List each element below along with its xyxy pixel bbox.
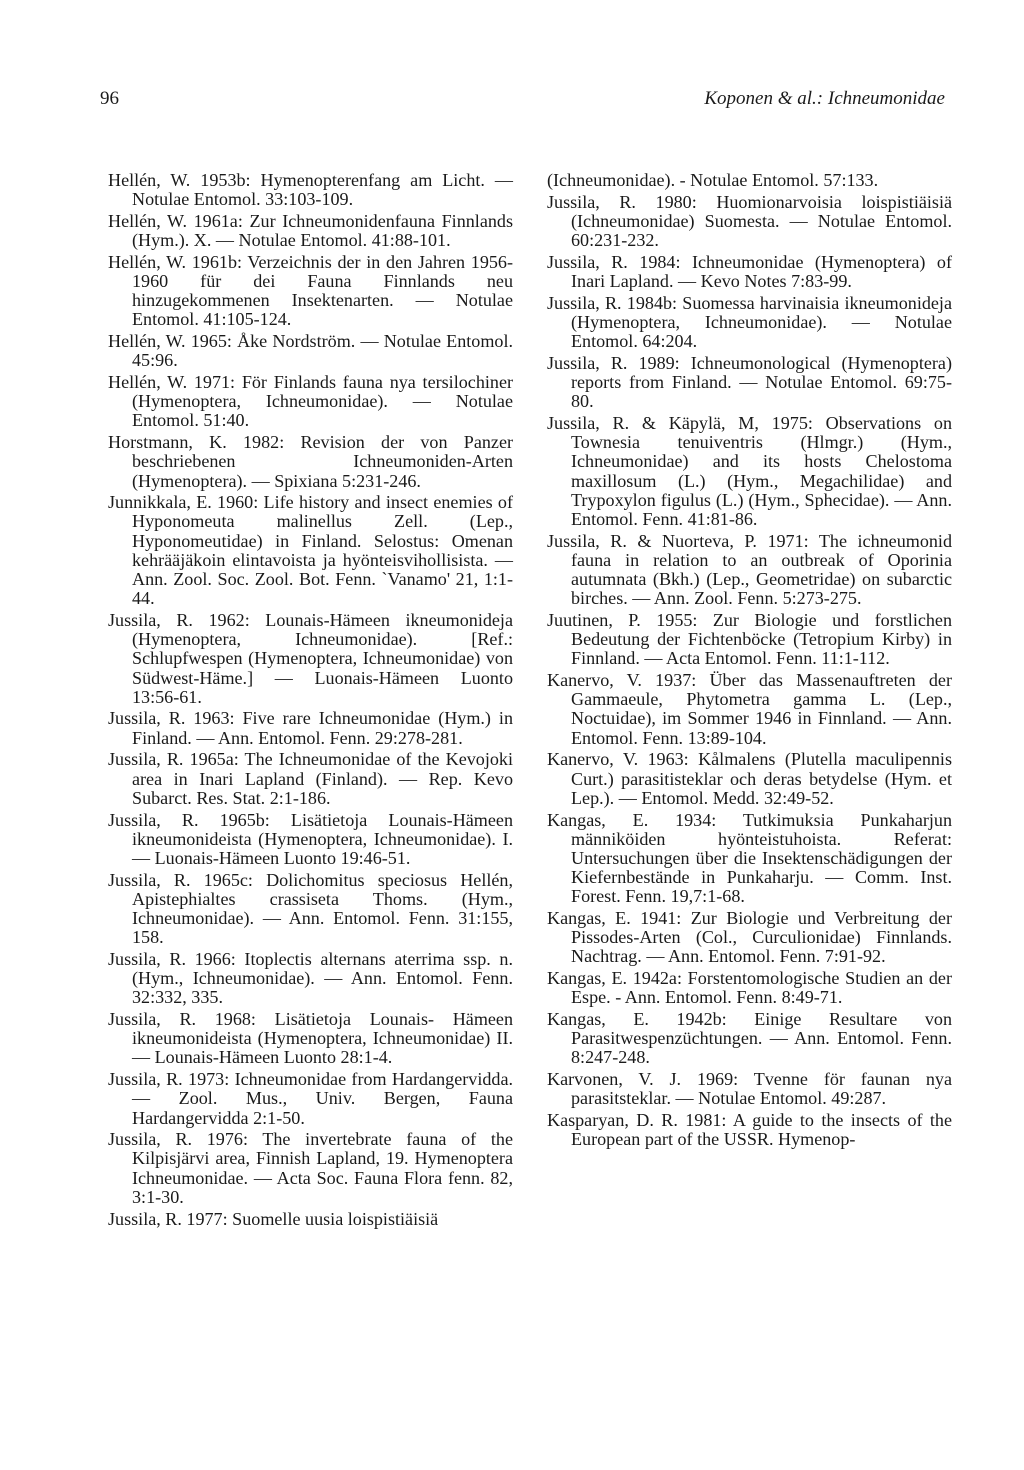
reference-entry: Jussila, R. & Käpylä, M, 1975: Observations on Townesia tenuiventris (Hlmgr.) (Hym., Ichneumonidae) and its hosts Chelostoma maxillosum (L.) (Hym., Megachilidae) and Trypoxylon figulus (L.) (Hym., Sphecidae). — Ann. Entomol. Fenn. 41:81-86.	[547, 412, 952, 529]
reference-entry: Jussila, R. 1962: Lounais-Hämeen ikneumonideja (Hymenoptera, Ichneumonidae). [Ref.: Schlupfwespen (Hymenoptera, Ichneumonidae) von Südwest-Häme.] — Luonais-Hämeen Luonto 13:56-61.	[108, 609, 513, 707]
reference-entry: Hellén, W. 1961a: Zur Ichneumonidenfauna Finnlands (Hym.). X. — Notulae Entomol. 41:88-101.	[108, 210, 513, 251]
reference-entry: Jussila, R. 1973: Ichneumonidae from Hardangervidda. — Zool. Mus., Univ. Bergen, Fauna Hardangervidda 2:1-50.	[108, 1069, 513, 1128]
reference-entry: Kangas, E. 1942b: Einige Resultare von Parasitwespenzüchtungen. — Ann. Entomol. Fenn. 8:247-248.	[547, 1009, 952, 1068]
reference-entry: Jussila, R. 1984b: Suomessa harvinaisia ikneumonideja (Hymenoptera, Ichneumonidae). — Notulae Entomol. 64:204.	[547, 292, 952, 352]
reference-entry: Kanervo, V. 1937: Über das Massenauftreten der Gammaeule, Phytometra gamma L. (Lep., Noctuidae), im Sommer 1946 in Finnland. — Ann. Entomol. Fenn. 13:89-104.	[547, 670, 952, 748]
reference-entry: Jussila, R. 1984: Ichneumonidae (Hymenoptera) of Inari Lapland. — Kevo Notes 7:83-99.	[547, 251, 952, 292]
references-left-column	[108, 171, 513, 1231]
reference-entry: (Ichneumonidae). - Notulae Entomol. 57:133.	[547, 170, 879, 190]
reference-entry: Jussila, R. 1965b: Lisätietoja Lounais-Hämeen ikneumonideista (Hymenoptera, Ichneumonidae). I. — Luonais-Hämeen Luonto 19:46-51.	[108, 809, 513, 868]
reference-entry: Horstmann, K. 1982: Revision der von Panzer beschriebenen Ichneumoniden-Arten (Hymenoptera). — Spixiana 5:231-246.	[108, 432, 513, 491]
reference-entry: Kanervo, V. 1963: Kålmalens (Plutella maculipennis Curt.) parasitisteklar och deras betydelse (Hym. et Lep.). — Entomol. Medd. 32:49-52.	[547, 749, 952, 808]
reference-entry: Junnikkala, E. 1960: Life history and insect enemies of Hyponomeuta malinellus Zell. (Lep., Hyponomeutidae) in Finland. Selostus: Omenan kehrääjäkoin elintavoista ja hyönteisvihollisista. — Ann. Zool. Soc. Zool. Bot. Fenn. `Vanamo' 21, 1:1-44.	[108, 492, 513, 609]
reference-entry: Jussila, R. 1963: Five rare Ichneumonidae (Hym.) in Finland. — Ann. Entomol. Fenn. 29:278-281.	[108, 708, 513, 748]
reference-entry: Juutinen, P. 1955: Zur Biologie und forstlichen Bedeutung der Fichtenböcke (Tetropium Kirby) in Finnland. — Acta Entomol. Fenn. 11:1-112.	[547, 609, 952, 669]
reference-entry: Jussila, R. 1968: Lisätietoja Lounais- Hämeen ikneumonideista (Hymenoptera, Ichneumonidae) II. — Lounais-Hämeen Luonto 28:1-4.	[108, 1009, 513, 1068]
reference-entry: Hellén, W. 1961b: Verzeichnis der in den Jahren 1956-1960 für dei Fauna Finnlands neu hinzugekommenen Insektenarten. — Notulae Entomol. 41:105-124.	[108, 251, 513, 330]
reference-entry: Kangas, E. 1934: Tutkimuksia Punkaharjun männiköiden hyönteistuhoista. Referat: Untersuchungen über die Insektenschädigungen der Kiefernbestände in Punkaharju. — Comm. Inst. Forest. Fenn. 19,7:1-68.	[547, 809, 952, 907]
reference-entry: Kasparyan, D. R. 1981: A guide to the insects of the European part of the USSR. Hymenop-	[547, 1110, 952, 1150]
reference-entry: Jussila, R. & Nuorteva, P. 1971: The ichneumonid fauna in relation to an outbreak of Oporinia autumnata (Bkh.) (Lep., Geometridae) on subarctic birches. — Ann. Zool. Fenn. 5:273-275.	[547, 530, 952, 609]
reference-entry: Kangas, E. 1942a: Forstentomologische Studien an der Espe. - Ann. Entomol. Fenn. 8:49-71.	[547, 968, 952, 1008]
reference-entry: Kangas, E. 1941: Zur Biologie und Verbreitung der Pissodes-Arten (Col., Curculionidae) Finnlands. Nachtrag. — Ann. Entomol. Fenn. 7:91-92.	[547, 908, 952, 967]
reference-entry: Hellén, W. 1953b: Hymenopterenfang am Licht. — Notulae Entomol. 33:103-109.	[108, 170, 513, 210]
page-number: 96	[100, 88, 119, 109]
reference-entry: Hellén, W. 1965: Åke Nordström. — Notulae Entomol. 45:96.	[108, 331, 513, 371]
reference-entry: Karvonen, V. J. 1969: Tvenne för faunan nya parasitsteklar. — Notulae Entomol. 49:287.	[547, 1069, 952, 1109]
reference-entry: Jussila, R. 1966: Itoplectis alternans aterrima ssp. n. (Hym., Ichneumonidae). — Ann. Entomol. Fenn. 32:332, 335.	[108, 948, 513, 1008]
reference-entry: Jussila, R. 1989: Ichneumonological (Hymenoptera) reports from Finland. — Notulae Entomol. 69:75-80.	[547, 352, 952, 412]
reference-entry: Jussila, R. 1965c: Dolichomitus speciosus Hellén, Apistephialtes crassiseta Thoms. (Hym., Ichneumonidae). — Ann. Entomol. Fenn. 31:155, 158.	[108, 869, 513, 948]
reference-entry: Jussila, R. 1976: The invertebrate fauna of the Kilpisjärvi area, Finnish Lapland, 19. Hymenoptera Ichneumonidae. — Acta Soc. Fauna Flora fenn. 82, 3:1-30.	[108, 1129, 513, 1207]
running-head: Koponen & al.: Ichneumonidae	[704, 88, 945, 109]
references-right-column	[547, 171, 952, 1152]
reference-entry: Hellén, W. 1971: För Finlands fauna nya tersilochiner (Hymenoptera, Ichneumonidae). — Notulae Entomol. 51:40.	[108, 372, 513, 431]
reference-entry: Jussila, R. 1980: Huomionarvoisia loispistiäisiä (Ichneumonidae) Suomesta. — Notulae Entomol. 60:231-232.	[547, 191, 952, 251]
reference-entry: Jussila, R. 1977: Suomelle uusia loispistiäisiä	[108, 1208, 439, 1229]
reference-entry: Jussila, R. 1965a: The Ichneumonidae of the Kevojoki area in Inari Lapland (Finland). — Rep. Kevo Subarct. Res. Stat. 2:1-186.	[108, 749, 513, 808]
